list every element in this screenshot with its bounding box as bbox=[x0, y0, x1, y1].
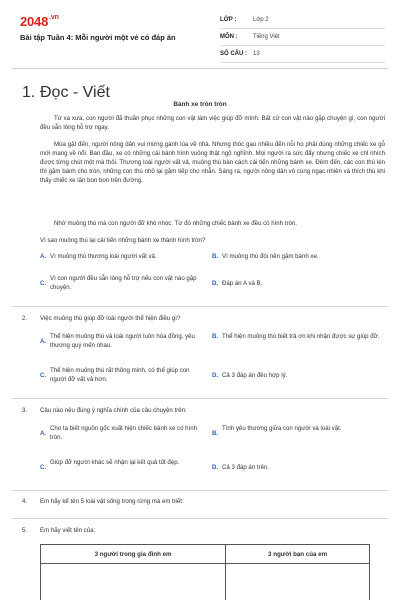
option-text: Thể hiện muông thú và loài người luôn hòa đồng, yêu thương quý mến nhau. bbox=[50, 333, 195, 349]
option-text: Vì con người đều sẵn lòng hỗ trợ nếu con vật nào gặp chuyện. bbox=[50, 275, 197, 291]
answer-option-c[interactable] bbox=[40, 458, 205, 472]
option-letter: D. bbox=[212, 464, 219, 471]
option-letter: B. bbox=[212, 333, 219, 340]
option-letter: D. bbox=[212, 280, 219, 287]
question-3-heading bbox=[22, 406, 187, 415]
option-text: Giúp đỡ người khác sẽ nhận lại kết quả tốt đẹp. bbox=[50, 459, 180, 466]
option-letter: A. bbox=[40, 253, 47, 260]
option-letter: C. bbox=[40, 372, 47, 379]
answer-option-d[interactable] bbox=[212, 371, 382, 380]
column-header-friends: 3 người bạn của em bbox=[226, 545, 370, 564]
question-number: 5. bbox=[22, 527, 28, 534]
answer-option-b[interactable] bbox=[212, 332, 382, 341]
question-number: 1. bbox=[22, 84, 36, 101]
question-number: 3. bbox=[22, 407, 28, 414]
option-letter: A. bbox=[40, 430, 47, 437]
meta-row-count bbox=[220, 46, 385, 63]
option-text: Cả 3 đáp án trên. bbox=[222, 464, 270, 471]
section-divider bbox=[12, 518, 388, 519]
worksheet-header bbox=[0, 0, 400, 68]
answer-option-c[interactable] bbox=[40, 274, 205, 292]
option-text: Thể hiện muông thú rất thông minh, có thể giúp con người đỡ vất vả hơn. bbox=[50, 367, 190, 383]
section-divider bbox=[12, 306, 388, 307]
option-text: Tình yêu thương giữa con người và loài vật. bbox=[222, 425, 342, 432]
question-text: Em hãy kể tên 5 loài vật sống trong rừng mà em biết: bbox=[40, 498, 184, 505]
answer-cell-friends[interactable] bbox=[226, 564, 370, 600]
meta-value: Tiếng Việt bbox=[253, 34, 280, 40]
option-letter: B. bbox=[212, 253, 219, 260]
answer-option-c[interactable] bbox=[40, 366, 205, 384]
story-paragraph: Mùa gặt đến, người nông dân vui mừng gánh lúa về nhà. Nhưng thóc gạo nhiều đến nỗi họ phải dùng những chiếc xe gỗ mới mang về nổi. Ban đầu, xe có những cái bánh hình vuông thật ngộ nghĩnh. Mọi người ra sức đẩy nhưng chiếc xe chỉ nhích được từng chút một mà thôi. Thương loài người vất vả, muông thú bàn cách cải tiến những bánh xe. Đêm đến, các con thú lén thì gặm bánh cho tròn, những con thú nhỏ lại gặm tiếp cho nhẵn. Sáng ra, người nông dân vô cùng ngạc nhiên và thích thú khi thấy chiếc xe lăn bon bon trên đường. bbox=[40, 141, 385, 184]
header-divider bbox=[12, 68, 388, 69]
answer-option-b[interactable] bbox=[212, 424, 377, 438]
option-text: Thể hiện muông thú biết trả ơn khi nhận được sự giúp đỡ. bbox=[222, 333, 380, 340]
answer-table bbox=[40, 544, 370, 600]
answer-option-a[interactable] bbox=[40, 252, 210, 261]
column-header-family: 3 người trong gia đình em bbox=[41, 545, 226, 564]
story-title: Bánh xe tròn tròn bbox=[173, 101, 227, 108]
logo-suffix: .vn bbox=[49, 14, 59, 21]
site-logo[interactable] bbox=[20, 14, 59, 29]
section-divider bbox=[12, 398, 388, 399]
option-letter: C. bbox=[40, 280, 47, 287]
answer-option-d[interactable] bbox=[212, 279, 382, 288]
story-paragraph: Từ xa xưa, con người đã thuần phục những con vật làm việc giúp đỡ mình. Bất cứ con vật nào gặp chuyện gì, con người đều sẵn lòng hỗ trợ ngay. bbox=[40, 115, 385, 131]
meta-row-grade bbox=[220, 12, 385, 29]
question-number: 4. bbox=[22, 498, 28, 505]
question-text: Em hãy viết tên của: bbox=[40, 527, 96, 534]
option-text: Vì muông thú đói nên gặm bánh xe. bbox=[222, 253, 319, 260]
worksheet-title: Bài tập Tuần 4: Mỗi người một vẻ có đáp án bbox=[20, 33, 176, 42]
answer-option-a[interactable] bbox=[40, 424, 205, 442]
meta-value: Lớp 2 bbox=[253, 17, 269, 23]
answer-option-b[interactable] bbox=[212, 252, 382, 261]
section-divider bbox=[12, 490, 388, 491]
answer-option-d[interactable] bbox=[212, 463, 382, 472]
meta-label: SỐ CÂU : bbox=[220, 51, 247, 57]
question-text: Đọc - Viết bbox=[40, 84, 110, 101]
answer-option-a[interactable] bbox=[40, 332, 205, 350]
meta-label: MÔN : bbox=[220, 34, 238, 40]
option-text: Cho ta biết nguồn gốc xuất hiện chiếc bánh xe có hình tròn. bbox=[50, 425, 198, 441]
option-text: Vì muông thú thương loài người vất vả. bbox=[50, 253, 157, 260]
question-4-heading bbox=[22, 498, 184, 505]
meta-label: LỚP : bbox=[220, 17, 237, 23]
table-header-row bbox=[41, 545, 370, 564]
option-letter: C. bbox=[40, 464, 47, 471]
answer-cell-family[interactable] bbox=[41, 564, 226, 600]
option-letter: B. bbox=[212, 430, 219, 437]
question-text: Việc muông thú giúp đỡ loài người thể hiện điều gì? bbox=[40, 315, 181, 322]
meta-value: 13 bbox=[253, 51, 260, 57]
question-prompt: Vì sao muông thú lại cải tiến những bánh xe thành hình tròn? bbox=[40, 237, 206, 244]
worksheet-meta bbox=[220, 12, 385, 63]
option-letter: A. bbox=[40, 338, 47, 345]
option-text: Đáp án A và B. bbox=[222, 280, 263, 287]
question-text: Câu nào nêu đúng ý nghĩa chính của câu chuyện trên: bbox=[40, 407, 187, 414]
meta-row-subject bbox=[220, 29, 385, 46]
logo-text: 2048 bbox=[20, 14, 49, 29]
question-5-heading bbox=[22, 527, 95, 534]
option-text: Cả 3 đáp án đều hợp lý. bbox=[222, 372, 288, 379]
table-row bbox=[41, 564, 370, 600]
option-letter: D. bbox=[212, 372, 219, 379]
question-2-heading bbox=[22, 314, 180, 323]
question-number: 2. bbox=[22, 315, 28, 322]
story-paragraph: Nhờ muông thú mà con người đỡ khó nhọc. Từ đó những chiếc bánh xe đều có hình tròn. bbox=[54, 220, 297, 227]
